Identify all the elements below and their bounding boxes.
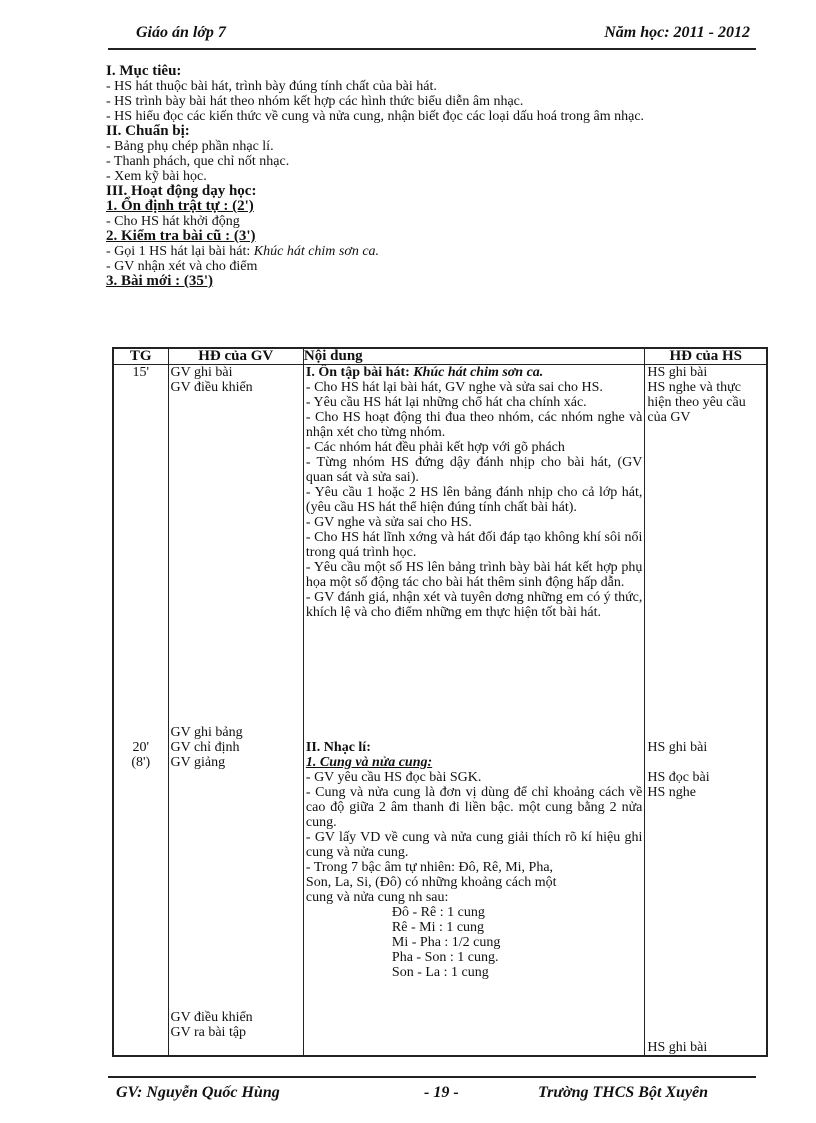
section-2-title: II. Chuẩn bị: [106,123,190,139]
interval-item: Pha - Son : 1 cung. [391,950,499,965]
header-subject: Giáo án lớp 7 [136,24,226,41]
row2-gv-2: GV giảng [170,755,226,770]
header-tg: TG [113,348,168,365]
footer-page-number: - 19 - [424,1084,459,1101]
page-header [108,24,756,50]
footer-teacher: GV: Nguyễn Quốc Hùng [116,1084,280,1101]
row2-gv-4: GV ra bài tập [170,1025,247,1040]
subsection-1-line: - Cho HS hát khởi động [106,214,240,229]
header-hs: HĐ của HS [645,348,767,365]
objective-line: - HS trình bày bài hát theo nhóm kết hợp các hình thức biểu diễn âm nhạc. [106,94,524,109]
section-1-title: I. Mục tiêu: [106,63,182,79]
row2-subtitle: 1. Cung và nửa cung: [305,755,433,770]
subsection-2-line-1 [106,244,756,259]
check-song: Khúc hát chim sơn ca. [253,244,380,259]
activity-line: - GV nghe và sửa sai cho HS. [305,515,472,530]
table-row [113,365,767,741]
row1-gv-2: GV điều khiển [170,380,253,395]
row1-title-song: Khúc hát chim sơn ca. [413,365,544,380]
header-year: Năm học: 2011 - 2012 [604,24,750,41]
activity-line: - GV đánh giá, nhận xét và tuyên dơng những em có ý thức, khích lệ và cho điểm những em thực hiện tốt bài hát. [305,590,643,620]
row1-gv-1: GV ghi bài [170,365,233,380]
row2-hs-1: HS ghi bài [647,740,708,755]
theory-line: - Trong 7 bậc âm tự nhiên: Đô, Rê, Mi, Pha, [305,860,554,875]
row1-hs [645,365,767,741]
theory-line: - Cung và nửa cung là đơn vị dùng để chỉ khoảng cách về cao độ giữa 2 âm thanh đi liền bậc. một cung bằng 2 nửa cung. [305,785,643,830]
row1-gv-late: GV ghi bảng [170,725,243,740]
activity-line: - Từng nhóm HS đứng dậy đánh nhịp cho bài hát, (GV quan sát và sửa sai). [305,455,643,485]
row2-title: II. Nhạc lí: [305,740,371,755]
objective-line: - HS hiểu đọc các kiến thức về cung và nửa cung, nhận biết đọc các loại dấu hoá trong âm nhạc. [106,109,645,124]
footer-school: Trường THCS Bột Xuyên [538,1084,709,1101]
header-content: Nội dung [303,348,644,365]
activity-line: - Cho HS hát lại bài hát, GV nghe và sửa sai cho HS. [305,380,603,395]
section-1-lines [106,79,756,124]
row2-hs-4: HS ghi bài [647,1040,708,1055]
row2-tg-1: 20' [132,740,150,755]
activity-line: - Cho HS hát lĩnh xớng và hát đối đáp tạo không khí sôi nổi trong quá trình học. [305,530,643,560]
row1-title-prefix: I. Ôn tập bài hát: [305,365,414,380]
lesson-table [112,347,768,1057]
objective-line: - HS hát thuộc bài hát, trình bày đúng tính chất của bài hát. [106,79,437,94]
row2-hs-2: HS đọc bài [647,770,710,785]
activity-line: - Yêu cầu một số HS lên bảng trình bày bài hát kết hợp phụ họa một số động tác cho bài hát thêm sinh động hấp dẫn. [305,560,643,590]
activity-line: - Yêu cầu HS hát lại những chổ hát cha chính xác. [305,395,587,410]
row1-content-lines [306,380,642,620]
row2-tg-2: (8') [131,755,151,770]
preparation-line: - Bảng phụ chép phần nhạc lí. [106,139,274,154]
row1-title [306,365,642,380]
row2-content-lines [306,770,642,905]
row1-hs-1: HS ghi bài [647,365,708,380]
interval-item: Son - La : 1 cung [391,965,489,980]
row2-tg [113,740,168,1056]
activity-line: - Các nhóm hát đều phải kết hợp với gõ phách [305,440,565,455]
table-header-row [113,348,767,365]
check-prefix: - Gọi 1 HS hát lại bài hát: [106,244,254,259]
section-2-lines [106,139,756,184]
row1-gv [168,365,303,741]
row2-gv-1: GV chỉ định [170,740,240,755]
page-footer [108,1076,756,1104]
table-row [113,740,767,1056]
interval-item: Mi - Pha : 1/2 cung [391,935,501,950]
preparation-line: - Thanh phách, que chỉ nốt nhạc. [106,154,290,169]
subsection-1-title: 1. Ổn định trật tự : (2') [106,198,254,214]
row1-tg: 15' [113,365,168,741]
header-gv: HĐ của GV [168,348,303,365]
row2-gv [168,740,303,1056]
preparation-line: - Xem kỹ bài học. [106,169,207,184]
row2-gv-3: GV điều khiển [170,1010,253,1025]
subsection-2-line-2: - GV nhận xét và cho điểm [106,259,258,274]
activity-line: - Yêu cầu 1 hoặc 2 HS lên bảng đánh nhịp cho cả lớp hát, (yêu cầu HS hát thể hiện đúng tính chất bài hát). [305,485,643,515]
section-3-title: III. Hoạt động dạy học: [106,183,257,199]
row2-content [303,740,644,1056]
row1-hs-2: HS nghe và thực hiện theo yêu cầu của GV [647,380,746,425]
subsection-2-title: 2. Kiểm tra bài cũ : (3') [106,228,256,244]
lesson-body [106,64,756,289]
interval-list [306,905,642,980]
row2-hs [645,740,767,1056]
theory-line: Son, La, Si, (Đô) có những khoảng cách một [305,875,557,890]
interval-item: Rê - Mi : 1 cung [391,920,485,935]
interval-item: Đô - Rê : 1 cung [391,905,485,920]
subsection-3-title: 3. Bài mới : (35') [106,273,214,289]
row2-hs-3: HS nghe [647,785,697,800]
row1-content [303,365,644,741]
theory-line: - GV lấy VD về cung và nửa cung giải thích rõ kí hiệu ghi cung và nửa cung. [305,830,643,860]
theory-line: - GV yêu cầu HS đọc bài SGK. [305,770,482,785]
activity-line: - Cho HS hoạt động thi đua theo nhóm, các nhóm nghe và nhận xét cho từng nhóm. [305,410,643,440]
theory-line: cung và nửa cung nh sau: [305,890,449,905]
